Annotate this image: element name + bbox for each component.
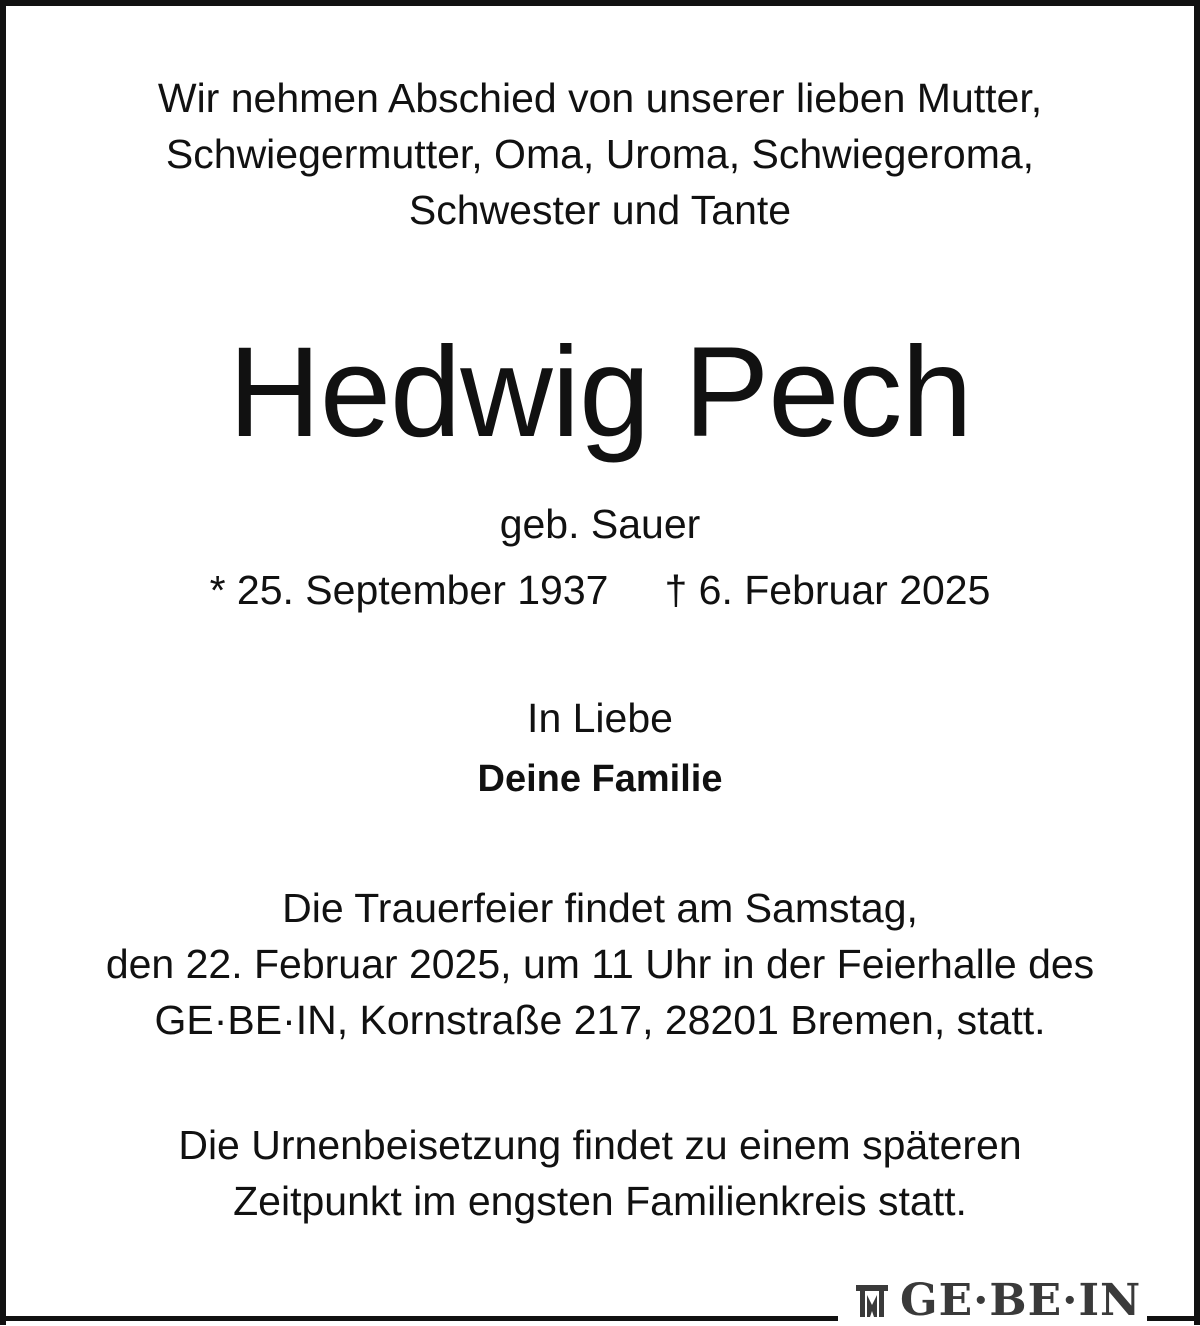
burial-info	[0, 1117, 1200, 1229]
ceremony-line: den 22. Februar 2025, um 11 Uhr in der Feierhalle des	[105, 941, 1095, 987]
closing-phrase: In Liebe	[527, 695, 673, 741]
ceremony-line: Die Trauerfeier findet am Samstag,	[282, 885, 918, 931]
intro-line: Schwester und Tante	[408, 187, 792, 233]
life-dates	[0, 562, 1200, 618]
ceremony-line: GE·BE·IN, Kornstraße 217, 28201 Bremen, statt.	[154, 997, 1046, 1043]
deceased-name: Hedwig Pech	[228, 321, 972, 464]
maiden-name: geb. Sauer	[499, 501, 701, 547]
gebein-emblem-icon	[852, 1281, 892, 1321]
burial-line: Zeitpunkt im engsten Familienkreis statt.	[233, 1178, 967, 1224]
intro-line: Wir nehmen Abschied von unserer lieben Mutter,	[157, 75, 1043, 121]
intro-line: Schwiegermutter, Oma, Uroma, Schwiegeroma,	[165, 131, 1035, 177]
bottom-rule-right	[1140, 1316, 1200, 1321]
burial-line: Die Urnenbeisetzung findet zu einem späteren	[178, 1122, 1022, 1168]
death-date: † 6. Februar 2025	[664, 567, 991, 613]
signature: Deine Familie	[477, 758, 723, 800]
ceremony-info	[0, 880, 1200, 1048]
logo-text: GE·BE·IN	[900, 1275, 1142, 1326]
intro-text	[0, 70, 1200, 238]
birth-date: * 25. September 1937	[209, 567, 609, 613]
bottom-rule-left	[0, 1316, 838, 1321]
gebein-logo	[846, 1275, 1147, 1326]
